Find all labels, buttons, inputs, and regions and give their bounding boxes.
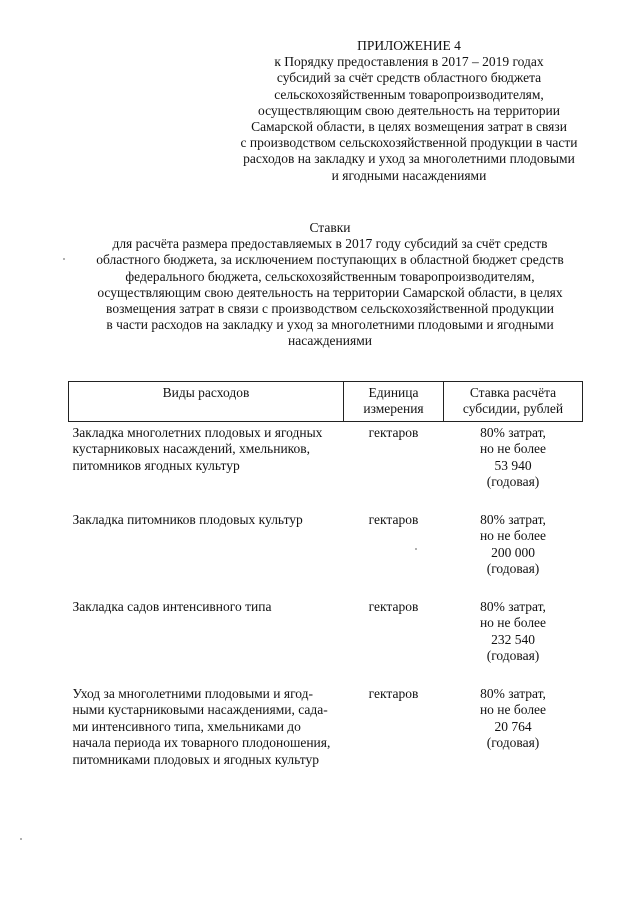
table-row — [69, 683, 583, 776]
cell-line: начала периода их товарного плодоношения, — [72, 735, 331, 751]
cell-line: (годовая) — [486, 474, 540, 490]
rates-line: областного бюджета, за исключением поступающих в областной бюджет средств — [96, 252, 564, 268]
rates-line: насаждениями — [288, 333, 372, 349]
cell-line: (годовая) — [486, 735, 540, 751]
cell-line: Закладка питомников плодовых культур — [72, 512, 303, 527]
header-unit — [344, 382, 444, 422]
cell-line: питомников ягодных культур — [72, 457, 240, 473]
cell-line: 200 000 — [491, 544, 535, 560]
cell-line: 232 540 — [491, 631, 535, 647]
cell-line: (годовая) — [486, 561, 540, 577]
header-expense-type — [69, 382, 344, 422]
appendix-line: к Порядку предоставления в 2017 – 2019 годах — [274, 54, 544, 70]
cell-rate — [444, 509, 583, 596]
header-line: субсидии, рублей — [462, 401, 564, 416]
cell-unit: гектаров — [368, 686, 419, 701]
appendix-line: осуществляющим свою деятельность на территории — [258, 102, 560, 118]
table-header-row — [69, 382, 583, 422]
cell-line: 80% затрат, — [480, 425, 546, 440]
cell-unit: гектаров — [368, 512, 419, 527]
header-rate — [444, 382, 583, 422]
cell-expense-type — [69, 596, 344, 683]
cell-expense-type — [69, 683, 344, 776]
cell-line: но не более — [479, 441, 547, 457]
cell-line: питомниками плодовых и ягодных культур — [72, 751, 319, 767]
cell-expense-type — [69, 422, 344, 510]
appendix-title: ПРИЛОЖЕНИЕ 4 — [357, 38, 461, 53]
appendix-line: и ягодными насаждениями — [331, 167, 487, 183]
cell-line: Закладка многолетних плодовых и ягодных — [72, 425, 323, 440]
header-line: Виды расходов — [162, 385, 250, 400]
rates-line: осуществляющим свою деятельность на территории Самарской области, в целях — [97, 284, 563, 300]
table-row — [69, 596, 583, 683]
cell-line: 20 764 — [494, 718, 532, 734]
cell-line: 80% затрат, — [480, 599, 546, 614]
cell-unit: гектаров — [368, 599, 419, 614]
cell-line: Уход за многолетними плодовыми и ягод- — [72, 686, 314, 701]
cell-line: но не более — [479, 702, 547, 718]
cell-line: 80% затрат, — [480, 686, 546, 701]
cell-line: кустарниковых насаждений, хмельников, — [72, 441, 311, 457]
appendix-line: субсидий за счёт средств областного бюджета — [276, 70, 542, 86]
rates-title: Ставки — [309, 220, 351, 235]
appendix-line: расходов на закладку и уход за многолетними плодовыми — [243, 151, 575, 167]
rates-line: федерального бюджета, сельскохозяйственным товаропроизводителям, — [125, 268, 535, 284]
cell-line: 53 940 — [494, 457, 532, 473]
cell-unit: гектаров — [368, 425, 419, 440]
table-row — [69, 422, 583, 510]
cell-line: Закладка садов интенсивного типа — [72, 599, 272, 614]
rates-line: в части расходов на закладку и уход за многолетними плодовыми и ягодными — [106, 317, 554, 333]
header-line: измерения — [363, 401, 424, 416]
cell-rate — [444, 683, 583, 776]
appendix-line: сельскохозяйственным товаропроизводителям, — [274, 86, 544, 102]
appendix-text — [208, 54, 610, 184]
cell-line: 80% затрат, — [480, 512, 546, 527]
header-line: Ставка расчёта — [469, 385, 557, 400]
rates-line: возмещения затрат в связи с производством сельскохозяйственной продукции — [106, 301, 554, 317]
scan-speck — [20, 838, 22, 840]
cell-rate — [444, 422, 583, 510]
rates-line: для расчёта размера предоставляемых в 2017 году субсидий за счёт средств — [112, 236, 548, 252]
rates-table — [68, 381, 583, 776]
appendix-line: с производством сельскохозяйственной продукции в части — [240, 135, 578, 151]
cell-rate — [444, 596, 583, 683]
cell-line: (годовая) — [486, 648, 540, 664]
rates-heading-block — [80, 220, 580, 350]
table-row — [69, 509, 583, 596]
cell-line: но не более — [479, 528, 547, 544]
scan-speck — [63, 258, 65, 260]
cell-line: ми интенсивного типа, хмельниками до — [72, 718, 301, 734]
cell-expense-type — [69, 509, 344, 596]
cell-line: но не более — [479, 615, 547, 631]
scan-speck — [415, 548, 417, 550]
appendix-line: Самарской области, в целях возмещения затрат в связи — [251, 119, 567, 135]
cell-line: ными кустарниковыми насаждениями, сада- — [72, 702, 328, 718]
appendix-block — [208, 38, 610, 184]
header-line: Единица — [368, 385, 419, 400]
rates-subtitle — [80, 236, 580, 349]
